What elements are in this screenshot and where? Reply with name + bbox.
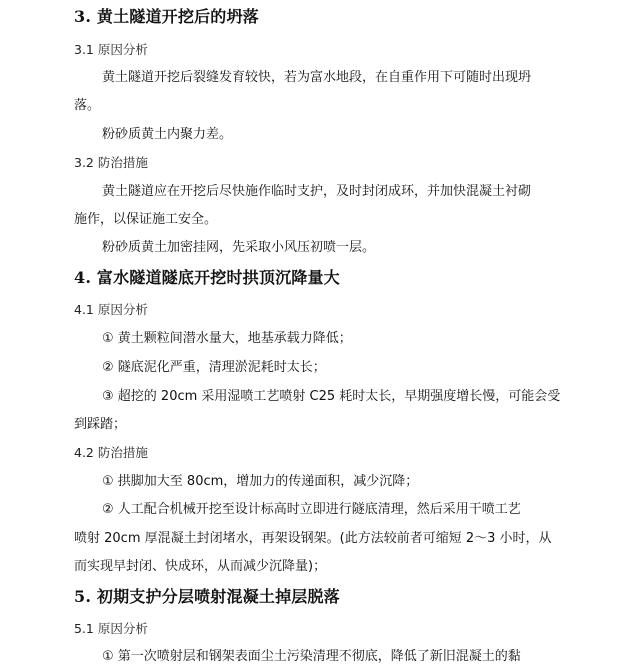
section-3-2-paragraph-line: 黄土隧道应在开挖后尽快施作临时支护，及时封闭成环，并加快混凝土衬砌	[102, 184, 532, 199]
section-4-2-list-item: ② 人工配合机械开挖至设计标高时立即进行隧底清理，然后采用干喷工艺	[102, 502, 521, 517]
section-3-1-paragraph-line: 黄土隧道开挖后裂缝发育较快，若为富水地段，在自重作用下可随时出现坍	[102, 70, 532, 85]
section-4-2-subheading: 4.2 防治措施	[74, 445, 148, 460]
section-3-1-paragraph-line: 落。	[74, 98, 101, 113]
section-3-1-subheading: 3.1 原因分析	[74, 42, 148, 57]
section-4-1-list-item-continuation: 到踩踏；	[74, 417, 127, 432]
section-3-2-subheading: 3.2 防治措施	[74, 155, 148, 170]
section-5-1-list-item: ① 第一次喷射层和钢架表面尘土污染清理不彻底，降低了新旧混凝土的黏	[102, 649, 521, 664]
section-4-2-list-item-continuation: 喷射 20cm 厚混凝土封闭堵水，再架设钢架。(此方法较前者可缩短 2～3 小时，从	[74, 531, 552, 546]
section-3-2-paragraph-line: 粉砂质黄土加密挂网，先采取小风压初喷一层。	[102, 240, 376, 255]
section-5-1-subheading: 5.1 原因分析	[74, 621, 148, 636]
section-3-1-paragraph-line: 粉砂质黄土内聚力差。	[102, 127, 233, 142]
section-4-1-list-item: ③ 超挖的 20cm 采用湿喷工艺喷射 C25 耗时太长，早期强度增长慢，可能会受	[102, 389, 561, 404]
section-4-2-list-item: ① 拱脚加大至 80cm，增加力的传递面积，减少沉降；	[102, 474, 419, 489]
section-4-1-subheading: 4.1 原因分析	[74, 302, 148, 317]
section-4-2-list-item-continuation: 而实现早封闭、快成环，从而减少沉降量)；	[74, 559, 327, 574]
section-5-heading: 5. 初期支护分层喷射混凝土掉层脱落	[74, 587, 340, 606]
section-4-1-list-item: ② 隧底泥化严重，清理淤泥耗时太长；	[102, 360, 326, 375]
section-3-heading: 3. 黄土隧道开挖后的坍落	[74, 7, 259, 26]
section-4-1-list-item: ① 黄土颗粒间潜水量大，地基承载力降低；	[102, 331, 352, 346]
section-4-heading: 4. 富水隧道隧底开挖时拱顶沉降量大	[74, 268, 340, 287]
section-3-2-paragraph-line: 施作，以保证施工安全。	[74, 212, 218, 227]
